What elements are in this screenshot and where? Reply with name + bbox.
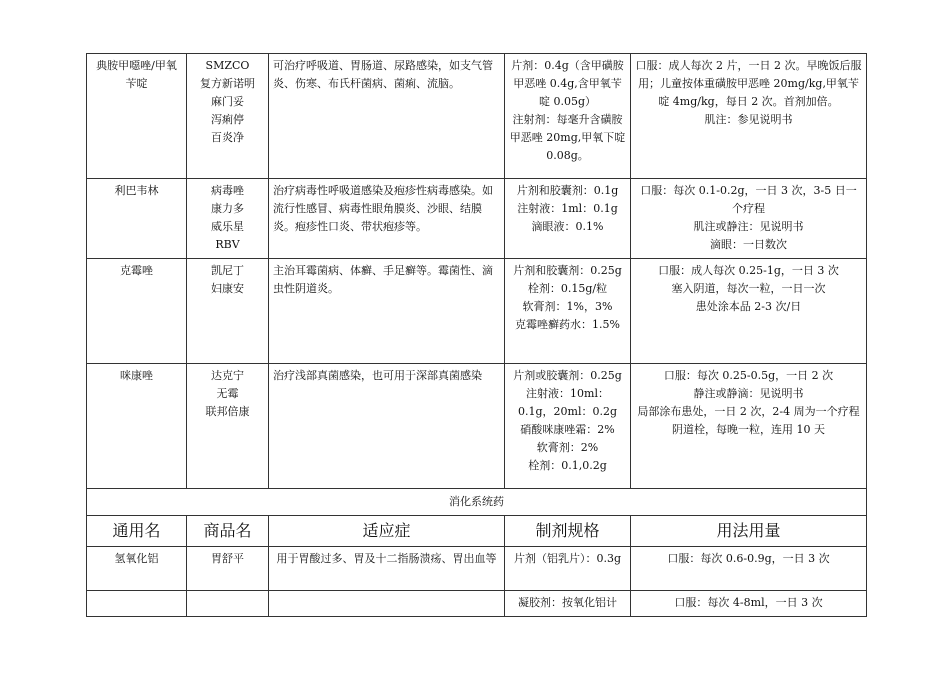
usage-cell	[631, 259, 867, 364]
trade-name-cell-line: 威乐星	[211, 220, 244, 233]
column-header: 适应症	[269, 516, 505, 547]
trade-name-cell-line: 凯尼丁	[211, 264, 244, 277]
spec-cell	[505, 179, 631, 259]
column-header: 通用名	[87, 516, 187, 547]
spec-cell-line: 注射剂：每毫升含磺胺甲恶唑 20mg,甲氧下啶 0.08g。	[509, 113, 626, 162]
spec-cell: 凝胶剂：按氧化铝计	[505, 591, 631, 617]
trade-name-cell-line: 无霉	[216, 387, 239, 400]
indication-cell: 可治疗呼吸道、胃肠道、尿路感染，如支气管炎、伤寒、布氏杆菌病、菌痢、流脑。	[269, 54, 505, 179]
usage-cell	[631, 54, 867, 179]
spec-cell-line: 栓剂：0.15g/粒	[527, 282, 608, 295]
indication-cell: 用于胃酸过多、胃及十二指肠溃疡、胃出血等	[269, 547, 505, 591]
usage-cell-line: 阴道栓，每晚一粒，连用 10 天	[672, 423, 825, 436]
indication-cell: 治疗浅部真菌感染，也可用于深部真菌感染	[269, 364, 505, 489]
trade-name-cell-line: RBV	[215, 238, 240, 251]
indication-cell	[269, 591, 505, 617]
indication-cell: 治疗病毒性呼吸道感染及疱疹性病毒感染。如流行性感冒、病毒性眼角膜炎、沙眼、结膜炎。疱疹性口炎、带状疱疹等。	[269, 179, 505, 259]
trade-name-cell-line: 病毒唑	[211, 184, 244, 197]
table-row	[87, 364, 867, 489]
usage-cell-line: 患处涂本品 2-3 次/日	[695, 300, 802, 313]
spec-cell-line: 片剂或胶囊剂：0.25g	[513, 369, 622, 382]
table-row	[87, 179, 867, 259]
indication-cell: 主治耳霉菌病、体癣、手足癣等。霉菌性、滴虫性阴道炎。	[269, 259, 505, 364]
trade-name-cell: 胃舒平	[187, 547, 269, 591]
trade-name-cell	[187, 54, 269, 179]
spec-cell-line: 注射液：10ml：0.1g，20ml：0.2g	[517, 387, 618, 418]
usage-cell-line: 滴眼：一日数次	[710, 238, 787, 251]
spec-cell-line: 滴眼液：0.1%	[531, 220, 604, 233]
usage-cell: 口服：每次 0.6-0.9g，一日 3 次	[631, 547, 867, 591]
spec-cell-line: 片剂和胶囊剂：0.25g	[513, 264, 622, 277]
column-header: 商品名	[187, 516, 269, 547]
spec-cell-line: 克霉唑癣药水：1.5%	[515, 318, 620, 331]
trade-name-cell-line: 联邦倍康	[205, 405, 250, 418]
spec-cell	[505, 54, 631, 179]
usage-cell-line: 口服：每次 0.25-0.5g，一日 2 次	[663, 369, 834, 382]
trade-name-cell-line: 泻痢停	[211, 113, 244, 126]
table-row	[87, 54, 867, 179]
spec-cell-line: 栓剂：0.1,0.2g	[528, 459, 607, 472]
trade-name-cell	[187, 364, 269, 489]
spec-cell-line: 片剂：0.4g（含甲磺胺甲恶唑 0.4g,含甲氧苄啶 0.05g）	[511, 59, 624, 108]
usage-cell-line: 静注或静滴：见说明书	[693, 387, 804, 400]
generic-name-cell: 利巴韦林	[87, 179, 187, 259]
usage-cell-line: 肌注：参见说明书	[704, 113, 793, 126]
trade-name-cell	[187, 179, 269, 259]
usage-cell	[631, 179, 867, 259]
trade-name-cell	[187, 591, 269, 617]
trade-name-cell-line: 康力多	[211, 202, 244, 215]
table-row	[87, 547, 867, 591]
table-row	[87, 591, 867, 617]
trade-name-cell-line: 百炎净	[211, 131, 244, 144]
section-title: 消化系统药	[87, 489, 867, 516]
usage-cell-line: 口服：成人每次 0.25-1g，一日 3 次	[658, 264, 839, 277]
spec-cell-line: 软膏剂：1%，3%	[522, 300, 613, 313]
drug-table	[86, 53, 867, 617]
generic-name-cell	[87, 591, 187, 617]
spec-cell	[505, 259, 631, 364]
usage-cell-line: 口服：每次 0.1-0.2g，一日 3 次，3-5 日一个疗程	[640, 184, 857, 215]
trade-name-cell-line: SMZCO	[205, 59, 250, 72]
column-header: 制剂规格	[505, 516, 631, 547]
trade-name-cell-line: 达克宁	[211, 369, 244, 382]
trade-name-cell	[187, 259, 269, 364]
usage-cell-line: 口服：成人每次 2 片，一日 2 次。早晚饭后服用；儿童按体重磺胺甲恶唑 20mg/kg,甲氧苄啶 4mg/kg，每日 2 次。首剂加倍。	[635, 59, 862, 108]
usage-cell-line: 肌注或静注：见说明书	[693, 220, 804, 233]
column-header: 用法用量	[631, 516, 867, 547]
usage-cell	[631, 364, 867, 489]
header-row	[87, 516, 867, 547]
spec-cell-line: 软膏剂：2%	[536, 441, 599, 454]
generic-name-cell: 典胺甲噁唑/甲氧苄啶	[87, 54, 187, 179]
spec-cell	[505, 364, 631, 489]
table-row	[87, 259, 867, 364]
usage-cell-line: 局部涂布患处，一日 2 次，2-4 周为一个疗程	[637, 405, 860, 418]
generic-name-cell: 氢氧化铝	[87, 547, 187, 591]
spec-cell-line: 硝酸咪康唑霜：2%	[520, 423, 615, 436]
spec-cell: 片剂（铝乳片）：0.3g	[505, 547, 631, 591]
usage-cell: 口服：每次 4-8ml，一日 3 次	[631, 591, 867, 617]
generic-name-cell: 咪康唑	[87, 364, 187, 489]
spec-cell-line: 片剂和胶囊剂：0.1g	[516, 184, 619, 197]
generic-name-cell: 克霉唑	[87, 259, 187, 364]
spec-cell-line: 注射液：1ml：0.1g	[517, 202, 618, 215]
section-row	[87, 489, 867, 516]
trade-name-cell-line: 麻门妥	[211, 95, 244, 108]
trade-name-cell-line: 复方新诺明	[200, 77, 255, 90]
trade-name-cell-line: 妇康安	[211, 282, 244, 295]
usage-cell-line: 塞入阴道，每次一粒，一日一次	[671, 282, 826, 295]
